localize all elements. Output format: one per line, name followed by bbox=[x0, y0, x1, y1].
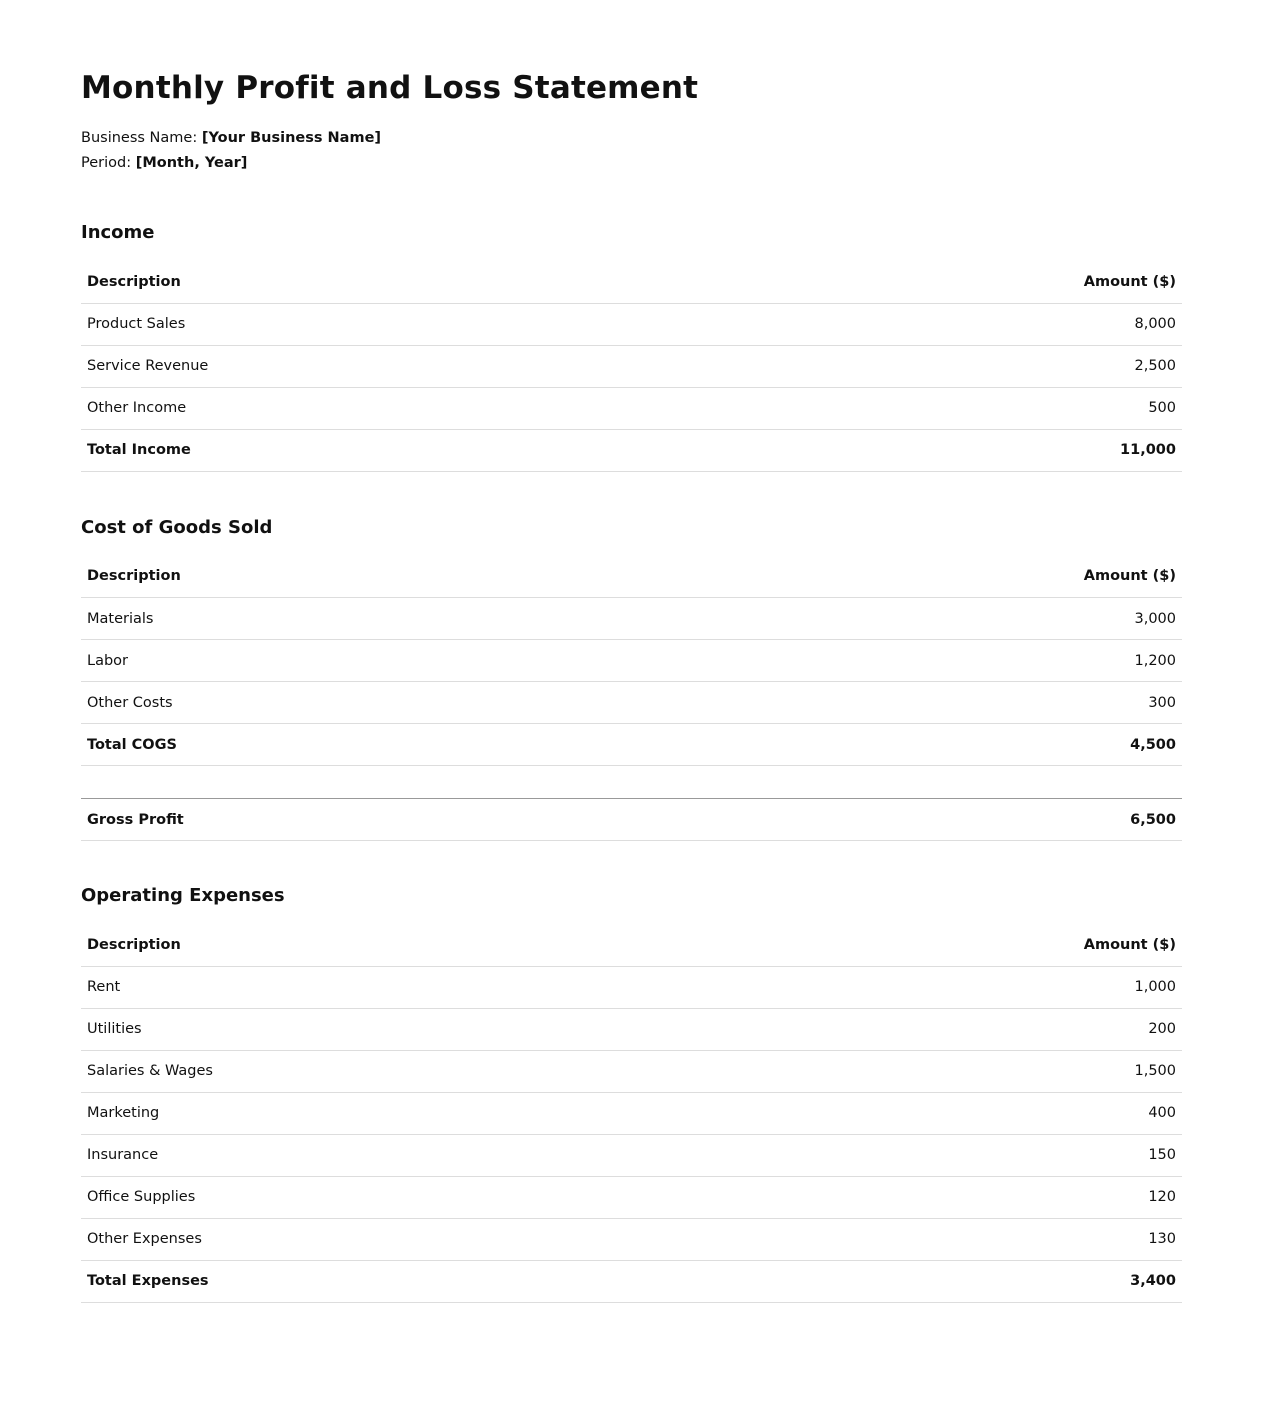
table-row bbox=[81, 598, 1182, 640]
gross-profit-section bbox=[81, 798, 1182, 841]
amount-column-header: Amount ($) bbox=[636, 556, 1183, 598]
amount-column-header: Amount ($) bbox=[699, 261, 1182, 303]
total-description: Total Income bbox=[81, 429, 699, 471]
row-amount: 1,000 bbox=[708, 966, 1182, 1008]
row-amount: 500 bbox=[699, 387, 1182, 429]
table-row bbox=[81, 640, 1182, 682]
table-header-row bbox=[81, 261, 1182, 303]
gross-profit-amount: 6,500 bbox=[800, 799, 1182, 841]
period-label: Period: bbox=[81, 155, 132, 171]
total-amount: 3,400 bbox=[708, 1260, 1182, 1302]
row-amount: 300 bbox=[636, 682, 1183, 724]
description-column-header: Description bbox=[81, 924, 708, 966]
row-description: Labor bbox=[81, 640, 636, 682]
table-header-row bbox=[81, 924, 1182, 966]
table-row bbox=[81, 682, 1182, 724]
total-cogs-row bbox=[81, 724, 1182, 766]
income-section bbox=[81, 220, 1182, 472]
table-row bbox=[81, 1218, 1182, 1260]
row-description: Insurance bbox=[81, 1134, 708, 1176]
table-row bbox=[81, 1134, 1182, 1176]
cogs-section bbox=[81, 515, 1182, 767]
gross-profit-label: Gross Profit bbox=[81, 799, 800, 841]
row-description: Other Expenses bbox=[81, 1218, 708, 1260]
row-description: Salaries & Wages bbox=[81, 1050, 708, 1092]
table-row bbox=[81, 345, 1182, 387]
description-column-header: Description bbox=[81, 556, 636, 598]
cogs-section-title: Cost of Goods Sold bbox=[81, 516, 273, 538]
description-column-header: Description bbox=[81, 261, 699, 303]
total-expenses-row bbox=[81, 1260, 1182, 1302]
row-amount: 3,000 bbox=[636, 598, 1183, 640]
row-description: Other Costs bbox=[81, 682, 636, 724]
total-description: Total COGS bbox=[81, 724, 636, 766]
table-row bbox=[81, 1050, 1182, 1092]
row-amount: 8,000 bbox=[699, 303, 1182, 345]
row-amount: 200 bbox=[708, 1008, 1182, 1050]
table-row bbox=[81, 387, 1182, 429]
table-row bbox=[81, 966, 1182, 1008]
row-description: Other Income bbox=[81, 387, 699, 429]
gross-profit-row bbox=[81, 799, 1182, 841]
row-description: Product Sales bbox=[81, 303, 699, 345]
row-description: Rent bbox=[81, 966, 708, 1008]
row-description: Utilities bbox=[81, 1008, 708, 1050]
gross-profit-table bbox=[81, 798, 1182, 841]
row-amount: 2,500 bbox=[699, 345, 1182, 387]
operating-expenses-table bbox=[81, 924, 1182, 1303]
table-row bbox=[81, 1092, 1182, 1134]
operating-expenses-section bbox=[81, 883, 1182, 1303]
income-table bbox=[81, 261, 1182, 472]
row-description: Materials bbox=[81, 598, 636, 640]
row-description: Office Supplies bbox=[81, 1176, 708, 1218]
total-amount: 11,000 bbox=[699, 429, 1182, 471]
row-amount: 150 bbox=[708, 1134, 1182, 1176]
total-description: Total Expenses bbox=[81, 1260, 708, 1302]
row-description: Marketing bbox=[81, 1092, 708, 1134]
income-section-title: Income bbox=[81, 222, 155, 243]
row-amount: 1,200 bbox=[636, 640, 1183, 682]
business-name-line bbox=[81, 126, 1182, 151]
table-header-row bbox=[81, 556, 1182, 598]
row-amount: 400 bbox=[708, 1092, 1182, 1134]
row-amount: 120 bbox=[708, 1176, 1182, 1218]
operating-expenses-section-title: Operating Expenses bbox=[81, 885, 285, 906]
table-row bbox=[81, 303, 1182, 345]
table-row bbox=[81, 1176, 1182, 1218]
page-title: Monthly Profit and Loss Statement bbox=[81, 70, 699, 106]
business-name-label: Business Name: bbox=[81, 130, 198, 146]
row-description: Service Revenue bbox=[81, 345, 699, 387]
amount-column-header: Amount ($) bbox=[708, 924, 1182, 966]
total-income-row bbox=[81, 429, 1182, 471]
row-amount: 130 bbox=[708, 1218, 1182, 1260]
table-row bbox=[81, 1008, 1182, 1050]
cogs-table bbox=[81, 556, 1182, 767]
total-amount: 4,500 bbox=[636, 724, 1183, 766]
period-value: [Month, Year] bbox=[135, 155, 248, 171]
period-line bbox=[81, 151, 1182, 176]
business-name-value: [Your Business Name] bbox=[201, 130, 382, 146]
row-amount: 1,500 bbox=[708, 1050, 1182, 1092]
